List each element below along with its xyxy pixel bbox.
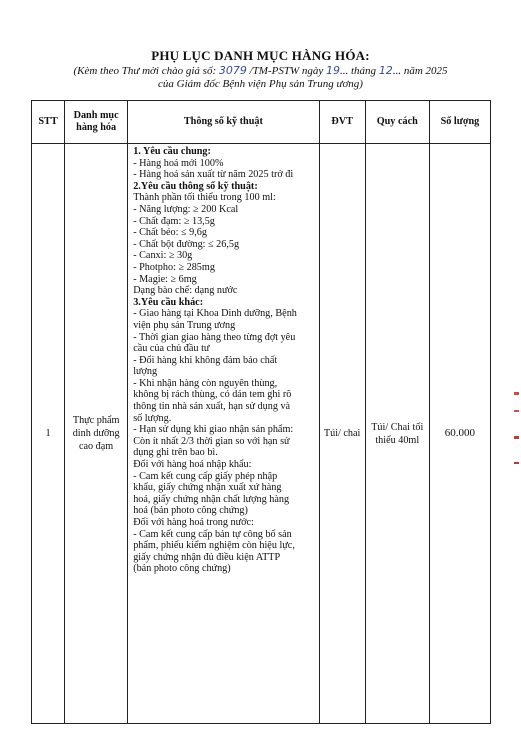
subtitle-prefix: (Kèm theo Thư mời chào giá số: <box>73 65 219 77</box>
cell-stt: 1 <box>32 144 65 724</box>
edge-stamp-mark <box>514 410 519 412</box>
spec-line: - Thời gian giao hàng theo từng đợt yêu <box>133 331 296 343</box>
handwritten-doc-number: 3079 <box>218 64 247 77</box>
header-packaging: Quy cách <box>365 101 429 144</box>
spec-line: (bản photo công chứng) <box>133 563 231 575</box>
spec-line: số lượng. <box>133 412 172 424</box>
cell-packaging: Túi/ Chai tối thiểu 40ml <box>365 144 429 724</box>
header-specification: Thông số kỹ thuật <box>128 101 319 144</box>
spec-line: viện phụ sản Trung ương <box>133 319 236 331</box>
edge-stamp-mark <box>514 392 519 395</box>
spec-line: - Chất bột đường: ≤ 26,5g <box>133 238 240 250</box>
cell-quantity: 60.000 <box>429 144 490 724</box>
spec-line: lượng <box>133 366 158 378</box>
spec-line: - Canxi: ≥ 30g <box>133 250 193 262</box>
header-unit: ĐVT <box>319 101 365 144</box>
spec-line: 1. Yêu cầu chung: <box>133 146 211 157</box>
spec-line: - Magie: ≥ 6mg <box>133 273 197 285</box>
handwritten-day: 19 <box>326 64 340 77</box>
appendix-title: PHỤ LỤC DANH MỤC HÀNG HÓA: <box>151 48 370 63</box>
spec-line: - Hàng hoá sản xuất từ năm 2025 trở đi <box>133 169 294 181</box>
appendix-subtitle-line2: của Giám đốc Bệnh viện Phụ sản Trung ương) <box>158 78 363 90</box>
spec-line: dụng ghi trên bao bì. <box>133 447 218 459</box>
subtitle-mid2: ... tháng <box>340 65 379 77</box>
spec-line: - Hạn sử dụng khi giao nhận sản phẩm: <box>133 424 294 436</box>
spec-line: Thành phần tối thiểu trong 100 ml: <box>133 192 276 204</box>
spec-line: Dạng bào chế: dạng nước <box>133 285 238 297</box>
spec-line: phẩm, phiếu kiểm nghiệm còn hiệu lực, <box>133 540 295 552</box>
subtitle-suffix: ... năm 2025 <box>392 65 448 77</box>
spec-line: Đối với hàng hoá nhập khẩu: <box>133 459 252 471</box>
spec-line: 3.Yêu cầu khác: <box>133 296 204 308</box>
spec-line: - Chất béo: ≤ 9,6g <box>133 227 207 239</box>
spec-line: Còn ít nhất 2/3 thời gian so với hạn sử <box>133 435 290 447</box>
spec-line: hoá (bản photo công chứng) <box>133 505 248 517</box>
spec-line: khẩu, giấy chứng nhận xuất xứ hàng <box>133 482 282 494</box>
edge-stamp-mark <box>514 436 519 439</box>
header-goods-name: Danh mục hàng hóa <box>65 101 128 144</box>
appendix-subtitle-line1 <box>0 64 521 77</box>
spec-line: - Giao hàng tại Khoa Dinh dưỡng, Bệnh <box>133 308 297 320</box>
cell-goods-name: Thực phẩm dinh dưỡng cao đạm <box>65 144 128 724</box>
spec-line: 2.Yêu cầu thông số kỹ thuật: <box>133 180 258 192</box>
spec-line: không bị rách thùng, có dán tem ghi rõ <box>133 389 292 401</box>
spec-line: - Cam kết cung cấp giấy phép nhập <box>133 470 278 482</box>
goods-table <box>31 100 491 724</box>
header-stt: STT <box>32 101 65 144</box>
spec-line: Đối với hàng hoá trong nước: <box>133 517 254 528</box>
spec-line: - Đổi hàng khi không đảm bảo chất <box>133 354 278 366</box>
spec-line: - Photpho: ≥ 285mg <box>133 261 215 273</box>
spec-line: - Chất đạm: ≥ 13,5g <box>133 215 215 227</box>
table-header-row <box>32 101 491 144</box>
spec-line: thông tin nhà sản xuất, hạn sử dụng và <box>133 401 291 413</box>
subtitle-mid1: /TM-PSTW ngày <box>246 65 326 77</box>
spec-line: hoá, giấy chứng nhận chất lượng hàng <box>133 493 290 505</box>
cell-unit: Túi/ chai <box>319 144 365 724</box>
spec-line: - Năng lượng: ≥ 200 Kcal <box>133 203 239 215</box>
edge-stamp-mark <box>514 462 519 464</box>
spec-line: - Hàng hoá mới 100% <box>133 157 224 169</box>
spec-line: - Cam kết cung cấp bản tự công bố sản <box>133 528 292 540</box>
spec-line: cầu của chủ đầu tư <box>133 343 210 355</box>
spec-line: giấy chứng nhận đủ điều kiện ATTP <box>133 551 281 563</box>
cell-specification <box>128 144 319 724</box>
table-row <box>32 144 491 724</box>
spec-line: - Khi nhận hàng còn nguyên thùng, <box>133 377 278 389</box>
header-quantity: Số lượng <box>429 101 490 144</box>
handwritten-month: 12 <box>378 64 393 77</box>
